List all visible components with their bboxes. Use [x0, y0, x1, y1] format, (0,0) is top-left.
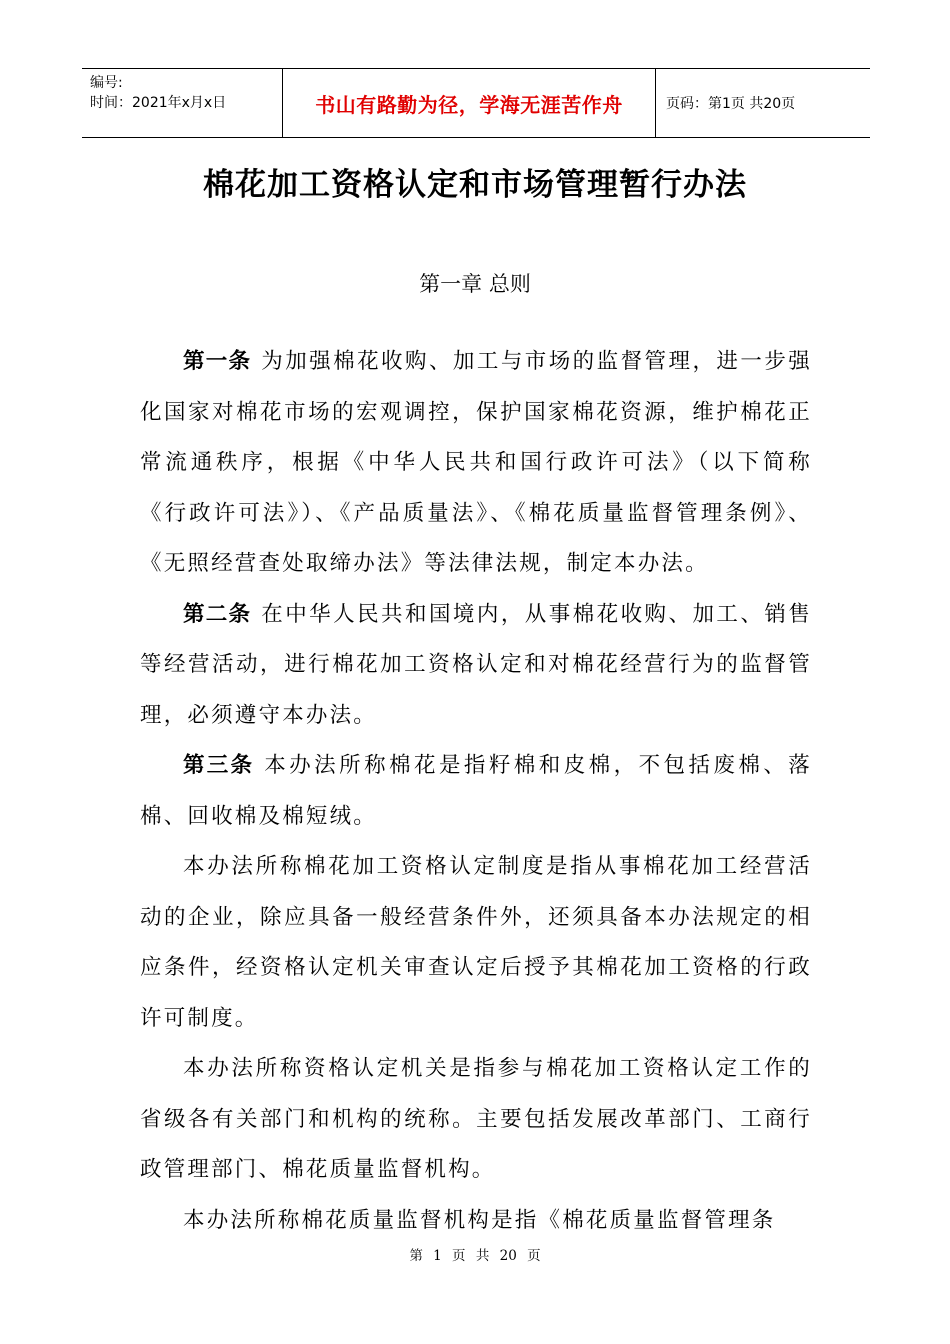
- paragraph: [140, 1196, 812, 1247]
- paragraph: [140, 590, 812, 742]
- document-body: [140, 337, 812, 1246]
- header-page-info: 页码：第1页 共20页: [666, 96, 796, 112]
- paragraph: [140, 842, 812, 1044]
- document-title: 棉花加工资格认定和市场管理暂行办法: [203, 167, 747, 203]
- paragraph-text: 本办法所称棉花质量监督机构是指《棉花质量监督管理条: [183, 1207, 776, 1233]
- header-meta: [82, 69, 282, 137]
- paragraph: [140, 337, 812, 590]
- paragraph-text: 本办法所称棉花加工资格认定制度是指从事棉花加工经营活动的企业，除应具备一般经营条件外，还须具备本办法规定的相应条件，经资格认定机关审查认定后授予其棉花加工资格的行政许可制度。: [140, 854, 812, 1031]
- paragraph: [140, 741, 812, 842]
- paragraph: [140, 1044, 812, 1196]
- paragraph-text: 本办法所称资格认定机关是指参与棉花加工资格认定工作的省级各有关部门和机构的统称。主要包括发展改革部门、工商行政管理部门、棉花质量监督机构。: [140, 1056, 812, 1182]
- paragraph-text: 在中华人民共和国境内，从事棉花收购、加工、销售等经营活动，进行棉花加工资格认定和对棉花经营行为的监督管理，必须遵守本办法。: [140, 601, 812, 728]
- paragraph-text: 本办法所称棉花是指籽棉和皮棉，不包括废棉、落棉、回收棉及棉短绒。: [140, 753, 812, 829]
- document-header: [82, 68, 870, 138]
- header-motto: 书山有路勤为径，学海无涯苦作舟: [282, 69, 656, 137]
- time-label: 时间：2021年x月x日: [90, 95, 227, 111]
- chapter-heading: 第一章 总则: [419, 272, 531, 296]
- paragraph-text: 为加强棉花收购、加工与市场的监督管理，进一步强化国家对棉花市场的宏观调控，保护国家棉花资源，维护棉花正常流通秩序，根据《中华人民共和国行政许可法》（以下简称《行政许可法》）、《产品质量法》、《棉花质量监督管理条例》、《无照经营查处取缔办法》等法律法规，制定本办法。: [140, 349, 812, 576]
- code-label: 编号:: [90, 75, 123, 91]
- article-label: 第二条: [183, 601, 252, 627]
- page-footer: 第 1 页 共 20 页: [409, 1248, 541, 1264]
- article-label: 第一条: [183, 349, 252, 374]
- article-label: 第三条: [183, 753, 255, 778]
